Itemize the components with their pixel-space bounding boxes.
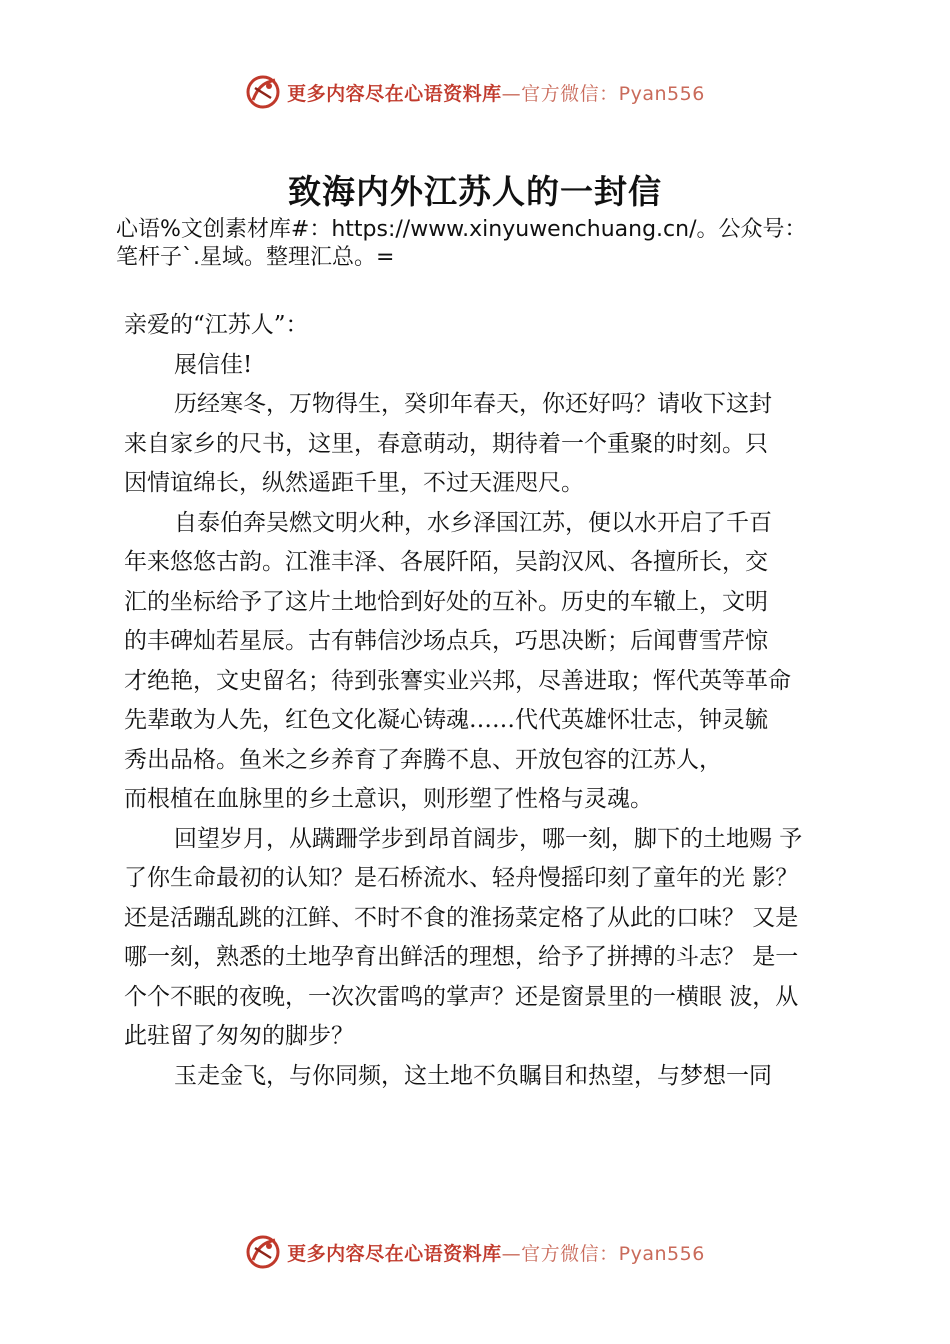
letter-body xyxy=(124,306,854,1096)
banner-text: 更多内容尽在心语资料库—官方微信：Pyan556 xyxy=(287,1242,705,1265)
paragraph-line: 来自家乡的尺书，这里，春意萌动，期待着一个重聚的时刻。只 xyxy=(124,430,768,457)
paragraph-line: 先辈敢为人先，红色文化凝心铸魂……代代英雄怀壮志，钟灵毓 xyxy=(124,707,768,733)
banner-wechat: —官方微信：Pyan556 xyxy=(501,1242,705,1265)
footer-banner xyxy=(0,1232,950,1272)
paragraph-line: 历经寒冬，万物得生，癸卯年春天，你还好吗？请收下这封 xyxy=(174,391,772,417)
header-banner xyxy=(0,72,950,112)
paragraph-line: 了你生命最初的认知？是石桥流水、轻舟慢摇印刻了童年的光 影？ xyxy=(124,865,799,891)
paragraph-line: 回望岁月，从蹒跚学步到昂首阔步，哪一刻，脚下的土地赐 予 xyxy=(174,825,803,852)
paragraph-line: 个个不眠的夜晚，一次次雷鸣的掌声？还是窗景里的一横眼 波，从 xyxy=(124,983,799,1010)
paragraph-line: 此驻留了匆匆的脚步？ xyxy=(124,1023,354,1049)
paragraph-line: 汇的坐标给予了这片土地恰到好处的互补。历史的车辙上，文明 xyxy=(124,588,768,615)
paragraph-line: 才绝艳，文史留名；待到张謇实业兴邦，尽善进取；恽代英等革命 xyxy=(124,667,791,694)
paragraph-line: 还是活蹦乱跳的江鲜、不时不食的淮扬菜定格了从此的口味？ 又是 xyxy=(124,904,799,931)
greeting: 展信佳! xyxy=(174,351,253,378)
document-title: 致海内外江苏人的一封信 xyxy=(288,172,662,211)
banner-text: 更多内容尽在心语资料库—官方微信：Pyan556 xyxy=(287,82,705,105)
paragraph-line: 年来悠悠古韵。江淮丰泽、各展阡陌，吴韵汉风、各擅所长，交 xyxy=(124,549,768,575)
source-line-2: 笔杆子`.星域。整理汇总。= xyxy=(116,245,395,270)
paragraph-line: 玉走金飞，与你同频，这土地不负瞩目和热望，与梦想一同 xyxy=(174,1062,772,1089)
seal-logo-icon xyxy=(245,1234,281,1270)
salutation: 亲爱的“江苏人”： xyxy=(124,312,309,338)
seal-logo-icon xyxy=(245,74,281,110)
paragraph-line: 的丰碑灿若星辰。古有韩信沙场点兵，巧思决断；后闻曹雪芹惊 xyxy=(124,628,768,654)
paragraph-line: 因情谊绵长，纵然遥距千里，不过天涯咫尺。 xyxy=(124,470,584,496)
paragraph-line: 而根植在血脉里的乡土意识，则形塑了性格与灵魂。 xyxy=(124,786,653,812)
paragraph-line: 自泰伯奔吴燃文明火种，水乡泽国江苏，便以水开启了千百 xyxy=(174,509,772,536)
paragraph-line: 秀出品格。鱼米之乡养育了奔腾不息、开放包容的江苏人， xyxy=(124,746,722,773)
source-line-1: 心语%文创素材库#：https://www.xinyuwenchuang.cn/。公众号： xyxy=(116,217,807,242)
banner-wechat: —官方微信：Pyan556 xyxy=(501,82,705,105)
paragraph-line: 哪一刻，熟悉的土地孕育出鲜活的理想，给予了拼搏的斗志？ 是一 xyxy=(124,944,799,970)
